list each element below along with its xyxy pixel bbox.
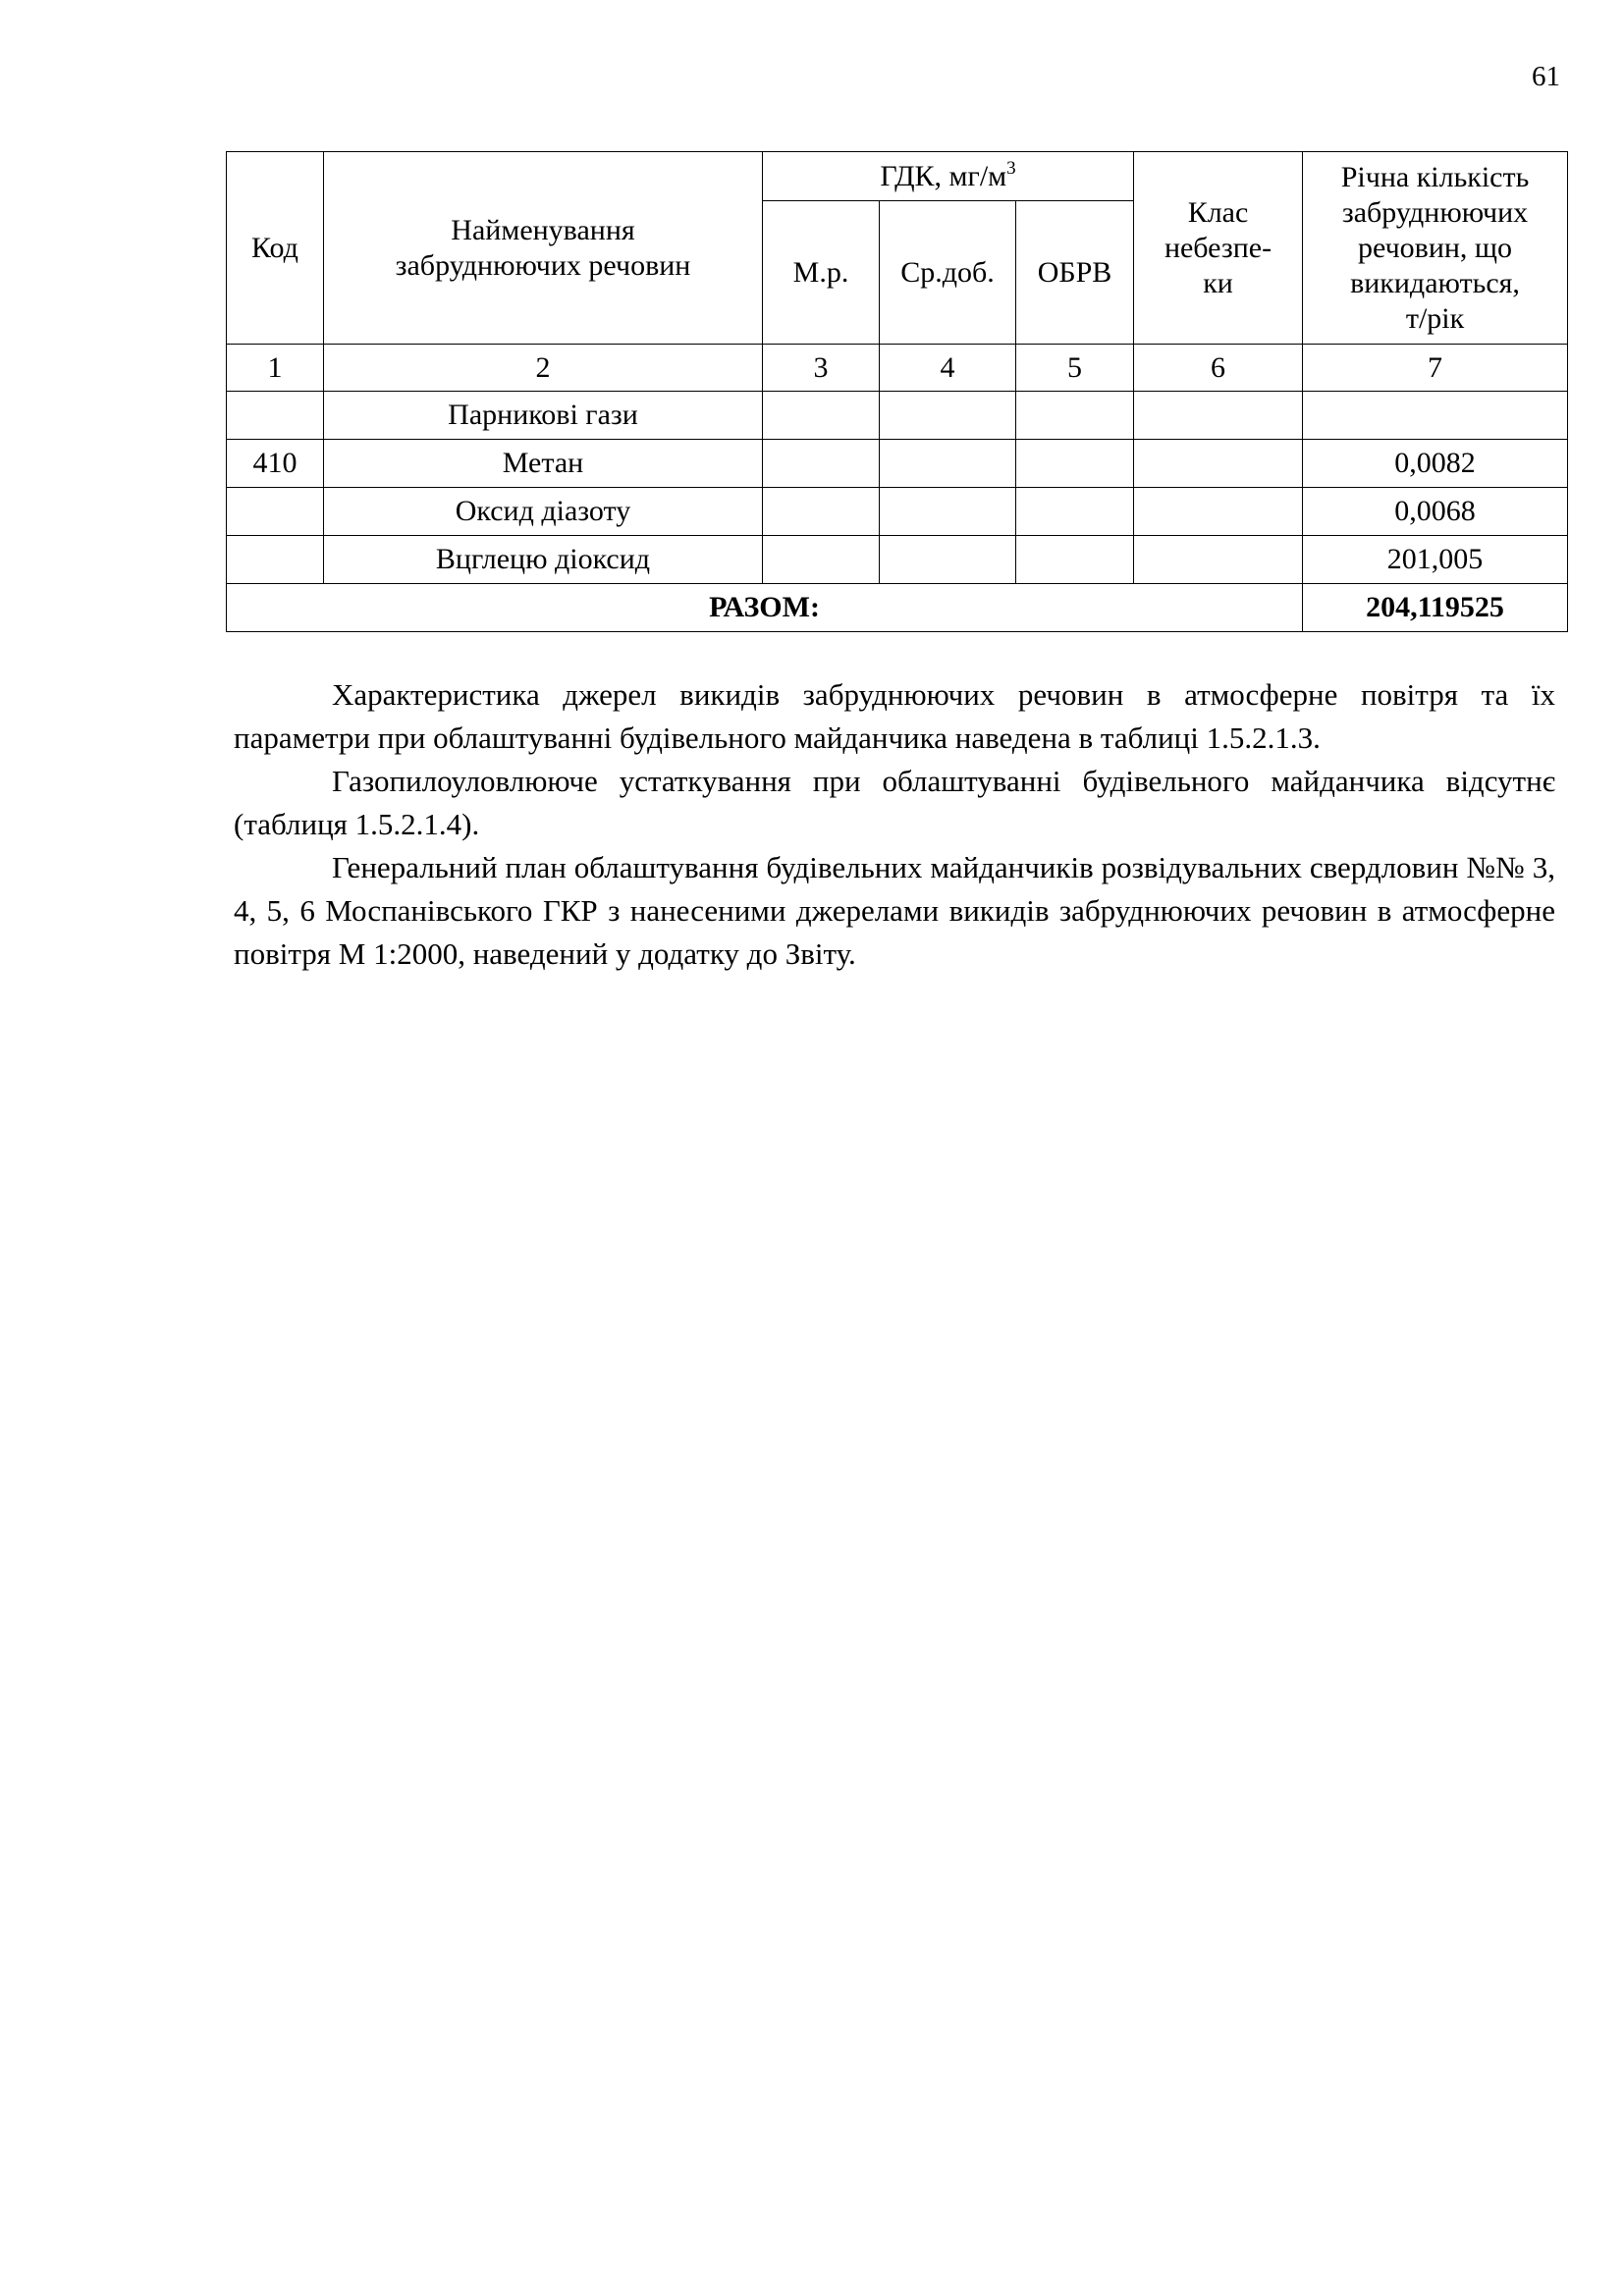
header-srdob: Ср.доб. bbox=[880, 201, 1016, 345]
header-mr: М.р. bbox=[763, 201, 880, 345]
total-label: РАЗОМ: bbox=[227, 584, 1303, 632]
cell-code: 410 bbox=[227, 440, 324, 488]
total-value: 204,119525 bbox=[1303, 584, 1568, 632]
header-gdk-label: ГДК, мг/м bbox=[880, 159, 1007, 192]
header-annual-line5: т/рік bbox=[1405, 301, 1465, 335]
paragraph: Газопилоуловлююче устаткування при облаштуванні будівельного майданчика відсутнє (таблиця 1.5.2.1.4). bbox=[234, 764, 1555, 841]
header-annual-line2: забруднюючих bbox=[1341, 195, 1529, 229]
col-number: 3 bbox=[763, 345, 880, 392]
table-row bbox=[227, 488, 1568, 536]
header-annual-line1: Річна кількість bbox=[1340, 160, 1530, 193]
cell-obrv bbox=[1016, 488, 1134, 536]
group-row bbox=[227, 392, 1568, 440]
header-gdk bbox=[763, 152, 1134, 201]
header-obrv: ОБРВ bbox=[1016, 201, 1134, 345]
header-annual-line4: викидаються, bbox=[1350, 266, 1520, 299]
header-substance-name bbox=[324, 152, 763, 345]
header-class-line3: ки bbox=[1203, 266, 1233, 299]
cell-obrv bbox=[1016, 536, 1134, 584]
cell-srdob bbox=[880, 488, 1016, 536]
table-row bbox=[227, 440, 1568, 488]
header-code: Код bbox=[227, 152, 324, 345]
cell-code bbox=[227, 536, 324, 584]
cell-annual: 0,0082 bbox=[1303, 440, 1568, 488]
col-number: 4 bbox=[880, 345, 1016, 392]
header-name-line2: забруднюючих речовин bbox=[395, 248, 691, 282]
header-hazard-class bbox=[1134, 152, 1303, 345]
cell-annual: 0,0068 bbox=[1303, 488, 1568, 536]
cell-name: Метан bbox=[324, 440, 763, 488]
col-number: 7 bbox=[1303, 345, 1568, 392]
col-number: 6 bbox=[1134, 345, 1303, 392]
group-label: Парникові гази bbox=[324, 392, 763, 440]
cell-class bbox=[1134, 488, 1303, 536]
cell-annual: 201,005 bbox=[1303, 536, 1568, 584]
col-number: 2 bbox=[324, 345, 763, 392]
column-number-row bbox=[227, 345, 1568, 392]
paragraph: Характеристика джерел викидів забруднюючих речовин в атмосферне повітря та їх параметри при облаштуванні будівельного майданчика наведена в таблиці 1.5.2.1.3. bbox=[234, 677, 1555, 755]
cell-name: Вцглецю діоксид bbox=[324, 536, 763, 584]
paragraph: Генеральний план облаштування будівельних майданчиків розвідувальних свердловин №№ 3, 4, 5, 6 Моспанівського ГКР з нанесеними джерелами викидів забруднюючих речовин в атмосферне повітря М 1:2000, наведений у додатку до Звіту. bbox=[234, 850, 1555, 971]
header-gdk-sup: 3 bbox=[1006, 157, 1016, 179]
emissions-table bbox=[226, 151, 1568, 632]
col-number: 5 bbox=[1016, 345, 1134, 392]
col-number: 1 bbox=[227, 345, 324, 392]
body-text bbox=[234, 673, 1555, 976]
table-row bbox=[227, 536, 1568, 584]
total-row bbox=[227, 584, 1568, 632]
header-annual-line3: речовин, що bbox=[1358, 231, 1513, 264]
cell-code bbox=[227, 488, 324, 536]
header-class-line2: небезпе- bbox=[1164, 231, 1272, 264]
header-annual-amount bbox=[1303, 152, 1568, 345]
cell-class bbox=[1134, 536, 1303, 584]
cell-mr bbox=[763, 488, 880, 536]
cell-obrv bbox=[1016, 440, 1134, 488]
header-name-line1: Найменування bbox=[451, 213, 635, 246]
cell-name: Оксид діазоту bbox=[324, 488, 763, 536]
cell-class bbox=[1134, 440, 1303, 488]
cell-srdob bbox=[880, 440, 1016, 488]
cell-mr bbox=[763, 536, 880, 584]
cell-srdob bbox=[880, 536, 1016, 584]
cell-mr bbox=[763, 440, 880, 488]
header-class-line1: Клас bbox=[1187, 195, 1249, 229]
page-number: 61 bbox=[1532, 61, 1560, 92]
